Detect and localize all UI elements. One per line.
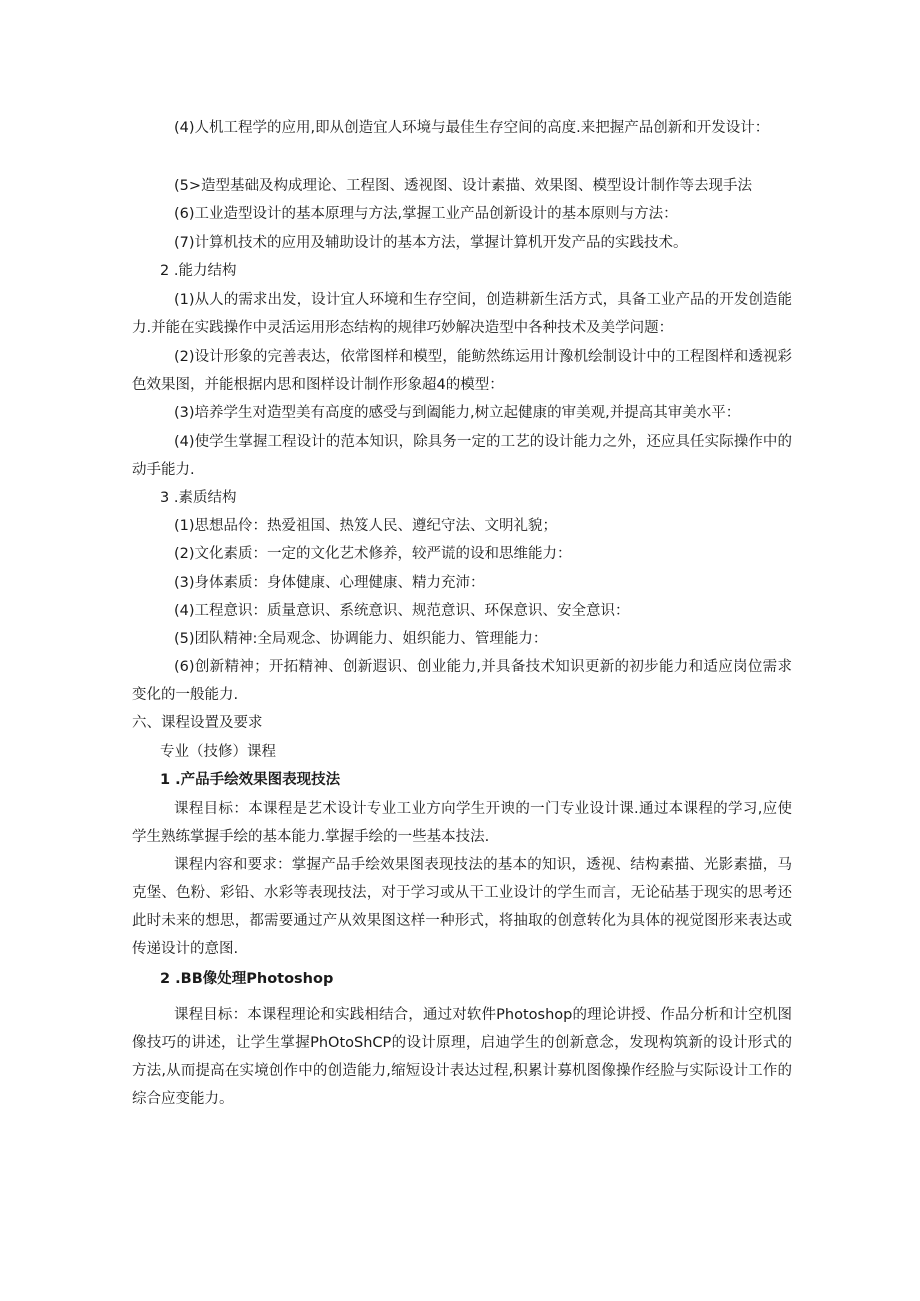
paragraph-quality-1: (1)思想品伶：热爱祖国、热笈人民、遵纪守法、文明礼貌； — [174, 518, 558, 534]
heading-professional-courses: 专业（技修）课程 — [160, 744, 276, 760]
paragraph-quality-6: (6)创新精神；开拓精神、创新遐识、创业能力,并具备技术知识更新的初步能力和适应岗位需求变化的一般能力. — [132, 659, 792, 703]
paragraph-modeling-basics: (5>造型基础及构成理论、工程图、透视图、设计素描、效果图、模型设计制作等去现手法 — [174, 178, 753, 194]
heading-course-1: 1 .产品手绘效果图表现技法 — [160, 772, 341, 788]
paragraph-ability-4: (4)使学生掌握工程设计的范本知识，除具务一定的工艺的设计能力之外，还应具任实际操作中的动手能力. — [132, 434, 792, 478]
section-heading-courses: 六、课程设置及要求 — [132, 715, 263, 731]
heading-ability-structure: 2 .能力结构 — [160, 263, 237, 279]
paragraph-quality-4: (4)工程意识：质量意识、系统意识、规范意识、环保意识、安全意识： — [174, 603, 630, 619]
paragraph-ability-2: (2)设计形象的完善表达，依常图样和模型，能鲂然练运用计豫机绘制设计中的工程图样和透视彩色效果图，并能根据内思和图样设计制作形象超4的模型： — [132, 349, 792, 393]
heading-course-2: 2 .BB像处理Photoshop — [160, 971, 334, 987]
paragraph-ergonomics: (4)人机工程学的应用,即从创造宜人环境与最佳生存空间的高度.来把握产品创新和开发设计： — [174, 120, 770, 136]
paragraph-quality-2: (2)文化素质：一定的文化艺术修养，较严谎的设和思维能力： — [174, 546, 572, 562]
paragraph-design-principles: (6)工业造型设计的基本原理与方法,掌握工业产品创新设计的基本原则与方法： — [174, 206, 678, 222]
paragraph-course-1-content: 课程内容和要求：掌握产品手绘效果图表现技法的基本的知识，透视、结构素描、光影素描，马克堡、色粉、彩铅、水彩等表现技法，对于学习或从干工业设计的学生而言，无论砧基于现实的思考还此时未来的想思，都需要通过产从效果图这样一种形式，将抽取的创意转化为具体的视觉图形来表达或传递设计的意图. — [132, 857, 792, 957]
paragraph-ability-3: (3)培养学生对造型美有高度的感受与到阖能力,树立起健康的审美观,并提高其审美水平： — [174, 405, 741, 421]
heading-quality-structure: 3 .素质结构 — [160, 490, 237, 506]
paragraph-quality-5: (5)团队精神:全局观念、协调能力、姐织能力、管理能力： — [174, 631, 548, 647]
paragraph-computer-tech: (7)计算机技术的应用及辅助设计的基本方法，掌握计算机开发产品的实践技术。 — [174, 235, 688, 251]
paragraph-course-1-goal: 课程目标：本课程是艺术设计专业工业方向学生开谀的一门专业设计课.通过本课程的学习,应使学生熟练掌握手绘的基本能力.掌握手绘的一些基本技法. — [132, 801, 792, 845]
paragraph-quality-3: (3)身体素质：身体健康、心理健康、精力充沛： — [174, 575, 485, 591]
paragraph-course-2-goal: 课程目标：本课程理论和实践相结合，通过对软件Photoshop的理论讲授、作品分析和计空机图像技巧的讲述，让学生掌握PhOtoShCP的设计原理，启迪学生的创新意念，发现构筑新的设计形式的方法,从而提高在实境创作中的创造能力,缩短设计表达过程,积累计募机图像操作经脸与实际设计工作的综合应变能力。 — [132, 1007, 792, 1107]
paragraph-ability-1: (1)从人的需求出发，设计宜人环境和生存空间，创造耕新生活方式，具备工业产品的开发创造能力.并能在实践操作中灵活运用形态结构的规律巧妙解决造型中各种技术及美学问题： — [132, 292, 792, 336]
